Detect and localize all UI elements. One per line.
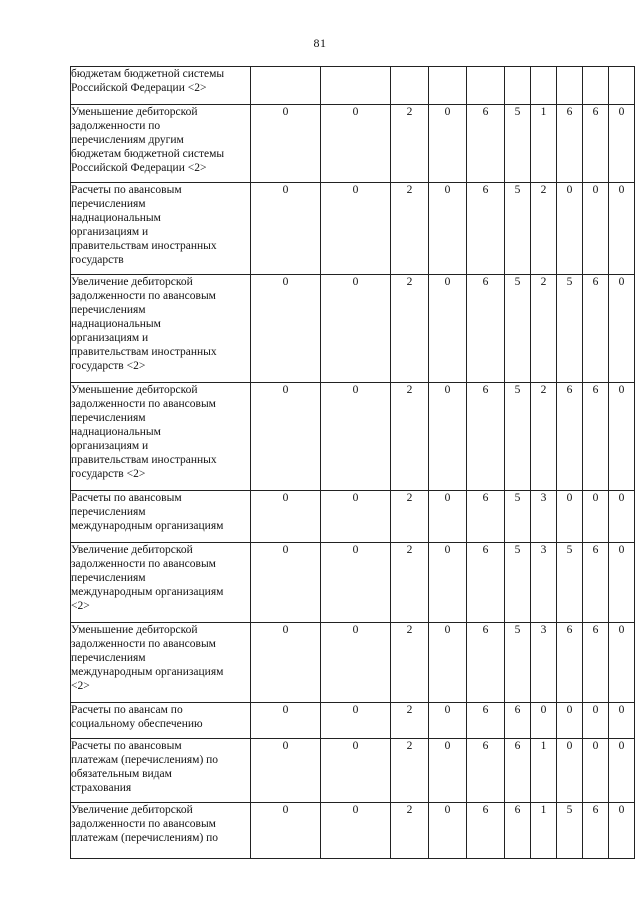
row-description: Уменьшение дебиторской задолженности по авансовым перечислениям международным организациям <2>	[71, 623, 251, 703]
row-description: бюджетам бюджетной системы Российской Федерации <2>	[71, 67, 251, 105]
code-digit-cell: 0	[429, 183, 467, 275]
code-digit-cell: 0	[557, 739, 583, 803]
code-digit-cell: 0	[321, 739, 391, 803]
code-digit-cell: 0	[251, 183, 321, 275]
code-digit-cell: 6	[467, 183, 505, 275]
code-digit-cell: 5	[505, 383, 531, 491]
table-row	[71, 703, 635, 739]
row-description: Расчеты по авансовым перечислениям наднациональным организациям и правительствам иностранных государств	[71, 183, 251, 275]
code-digit-cell: 1	[531, 803, 557, 859]
code-digit-cell: 0	[609, 105, 635, 183]
code-digit-cell: 0	[531, 703, 557, 739]
code-digit-cell: 6	[583, 275, 609, 383]
code-digit-cell: 0	[429, 803, 467, 859]
code-digit-cell: 0	[609, 275, 635, 383]
table-row	[71, 491, 635, 543]
code-digit-cell: 5	[557, 803, 583, 859]
code-digit-cell: 0	[583, 183, 609, 275]
code-digit-cell	[583, 67, 609, 105]
code-digit-cell: 0	[557, 491, 583, 543]
code-digit-cell: 0	[251, 275, 321, 383]
code-digit-cell	[531, 67, 557, 105]
code-digit-cell: 6	[467, 105, 505, 183]
code-digit-cell: 0	[609, 623, 635, 703]
table-row	[71, 543, 635, 623]
code-digit-cell: 6	[505, 703, 531, 739]
code-digit-cell: 2	[391, 703, 429, 739]
table-row	[71, 803, 635, 859]
code-digit-cell: 2	[391, 383, 429, 491]
row-description: Увеличение дебиторской задолженности по авансовым перечислениям международным организациям <2>	[71, 543, 251, 623]
code-digit-cell: 0	[583, 739, 609, 803]
table-row	[71, 739, 635, 803]
code-digit-cell: 2	[391, 543, 429, 623]
code-digit-cell: 2	[391, 275, 429, 383]
code-digit-cell: 6	[467, 491, 505, 543]
code-digit-cell	[467, 67, 505, 105]
code-digit-cell: 1	[531, 105, 557, 183]
code-digit-cell: 2	[391, 105, 429, 183]
code-digit-cell: 0	[557, 183, 583, 275]
code-digit-cell: 0	[251, 803, 321, 859]
code-digit-cell: 0	[251, 739, 321, 803]
row-description: Уменьшение дебиторской задолженности по авансовым перечислениям наднациональным организациям и правительствам иностранных государств <2>	[71, 383, 251, 491]
code-digit-cell: 0	[321, 543, 391, 623]
code-digit-cell: 1	[531, 739, 557, 803]
code-digit-cell: 2	[391, 623, 429, 703]
code-digit-cell: 2	[531, 275, 557, 383]
code-digit-cell: 6	[467, 623, 505, 703]
code-digit-cell: 5	[505, 491, 531, 543]
code-digit-cell	[557, 67, 583, 105]
code-digit-cell: 0	[429, 383, 467, 491]
code-digit-cell: 0	[609, 803, 635, 859]
code-digit-cell: 5	[505, 275, 531, 383]
code-digit-cell: 0	[321, 623, 391, 703]
row-description: Расчеты по авансовым платежам (перечислениям) по обязательным видам страхования	[71, 739, 251, 803]
table-row	[71, 183, 635, 275]
code-digit-cell: 0	[251, 543, 321, 623]
code-digit-cell: 0	[321, 803, 391, 859]
row-description: Увеличение дебиторской задолженности по авансовым платежам (перечислениям) по	[71, 803, 251, 859]
code-digit-cell: 0	[429, 105, 467, 183]
code-digit-cell: 5	[557, 543, 583, 623]
code-digit-cell: 2	[391, 183, 429, 275]
code-digit-cell: 5	[505, 105, 531, 183]
code-digit-cell: 0	[251, 703, 321, 739]
code-digit-cell: 6	[583, 383, 609, 491]
code-digit-cell	[609, 67, 635, 105]
table-row	[71, 67, 635, 105]
code-digit-cell	[321, 67, 391, 105]
code-digit-cell: 5	[505, 623, 531, 703]
code-digit-cell: 2	[391, 803, 429, 859]
code-digit-cell: 0	[557, 703, 583, 739]
table-row	[71, 105, 635, 183]
code-digit-cell: 3	[531, 623, 557, 703]
code-digit-cell: 6	[557, 105, 583, 183]
code-digit-cell: 5	[505, 543, 531, 623]
code-digit-cell: 6	[467, 543, 505, 623]
code-digit-cell: 2	[391, 491, 429, 543]
page-number: 81	[313, 36, 327, 50]
code-digit-cell: 0	[609, 543, 635, 623]
code-digit-cell: 0	[321, 703, 391, 739]
code-digit-cell: 6	[583, 105, 609, 183]
code-digit-cell: 6	[505, 803, 531, 859]
code-digit-cell: 0	[609, 491, 635, 543]
code-digit-cell: 0	[429, 491, 467, 543]
table-body	[71, 67, 635, 859]
code-digit-cell: 6	[467, 275, 505, 383]
code-digit-cell: 3	[531, 491, 557, 543]
code-digit-cell: 0	[251, 105, 321, 183]
table-row	[71, 275, 635, 383]
code-digit-cell: 6	[467, 703, 505, 739]
code-digit-cell	[391, 67, 429, 105]
code-digit-cell: 0	[583, 703, 609, 739]
code-digit-cell: 0	[429, 543, 467, 623]
code-digit-cell: 5	[557, 275, 583, 383]
code-digit-cell	[251, 67, 321, 105]
code-digit-cell: 6	[583, 623, 609, 703]
code-digit-cell: 0	[429, 275, 467, 383]
code-digit-cell: 6	[505, 739, 531, 803]
code-digit-cell: 6	[583, 543, 609, 623]
code-digit-cell: 0	[429, 623, 467, 703]
table-row	[71, 623, 635, 703]
code-digit-cell: 0	[583, 491, 609, 543]
row-description: Расчеты по авансам по социальному обеспечению	[71, 703, 251, 739]
row-description: Увеличение дебиторской задолженности по авансовым перечислениям наднациональным организациям и правительствам иностранных государств <2>	[71, 275, 251, 383]
row-description: Расчеты по авансовым перечислениям международным организациям	[71, 491, 251, 543]
accounts-table	[70, 66, 635, 859]
code-digit-cell: 3	[531, 543, 557, 623]
code-digit-cell	[429, 67, 467, 105]
code-digit-cell: 2	[531, 183, 557, 275]
code-digit-cell: 0	[609, 739, 635, 803]
code-digit-cell: 6	[467, 739, 505, 803]
code-digit-cell: 6	[467, 803, 505, 859]
code-digit-cell: 2	[531, 383, 557, 491]
code-digit-cell: 0	[251, 383, 321, 491]
code-digit-cell: 0	[321, 383, 391, 491]
code-digit-cell: 0	[321, 183, 391, 275]
code-digit-cell	[505, 67, 531, 105]
code-digit-cell: 2	[391, 739, 429, 803]
code-digit-cell: 0	[321, 491, 391, 543]
code-digit-cell: 0	[429, 739, 467, 803]
code-digit-cell: 6	[557, 383, 583, 491]
code-digit-cell: 0	[251, 623, 321, 703]
code-digit-cell: 0	[609, 183, 635, 275]
code-digit-cell: 0	[321, 105, 391, 183]
code-digit-cell: 0	[429, 703, 467, 739]
row-description: Уменьшение дебиторской задолженности по перечислениям другим бюджетам бюджетной системы Российской Федерации <2>	[71, 105, 251, 183]
code-digit-cell: 0	[321, 275, 391, 383]
code-digit-cell: 0	[251, 491, 321, 543]
code-digit-cell: 6	[583, 803, 609, 859]
code-digit-cell: 6	[557, 623, 583, 703]
code-digit-cell: 5	[505, 183, 531, 275]
code-digit-cell: 0	[609, 383, 635, 491]
table-row	[71, 383, 635, 491]
code-digit-cell: 0	[609, 703, 635, 739]
code-digit-cell: 6	[467, 383, 505, 491]
